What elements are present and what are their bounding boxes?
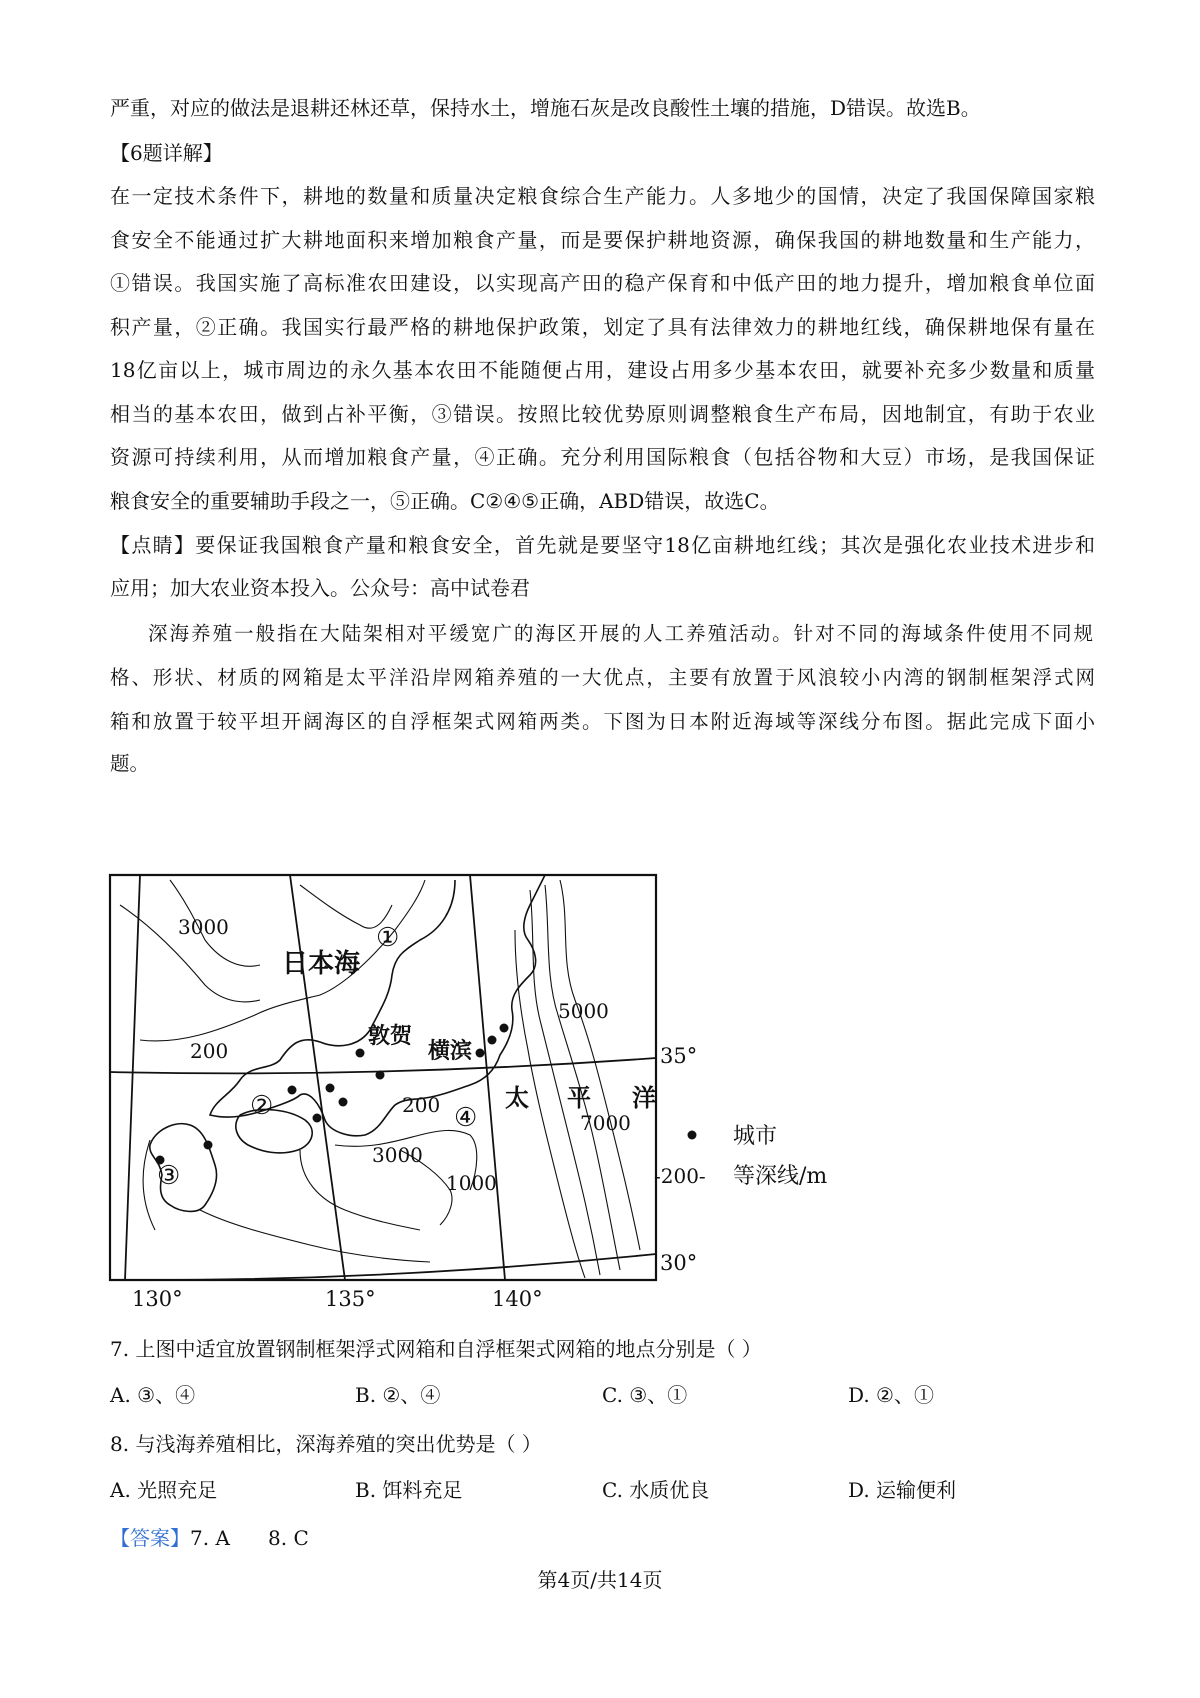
city-dot xyxy=(313,1114,322,1123)
legend-contour-sample: -200- xyxy=(654,1164,706,1188)
stem-line: 题。 xyxy=(110,752,150,775)
city-dot-yokohama xyxy=(476,1049,485,1058)
city-label-tsuruga: 敦贺 xyxy=(368,1023,413,1049)
explanation-line: 相当的基本农田，做到占补平衡，③错误。按照比较优势原则调整粮食生产布局，因地制宜，有助于农业 xyxy=(110,402,1095,426)
answer-text: 7. A 8. C xyxy=(190,1526,309,1550)
q8-option-d[interactable]: D. 运输便利 xyxy=(848,1478,957,1502)
shikoku-coast xyxy=(236,1110,312,1153)
explanation-line: 18亿亩以上，城市周边的永久基本农田不能随便占用，建设占用多少基本农田，就要补充多少数量和质量 xyxy=(110,358,1095,382)
q8-option-a[interactable]: A. 光照充足 xyxy=(110,1478,218,1502)
answer-line xyxy=(110,1526,309,1550)
legend-city-dot xyxy=(688,1131,697,1140)
sea-label-pacific-1: 太 xyxy=(505,1083,529,1112)
key-point-line: 【点睛】要保证我国粮食产量和粮食安全，首先就是要坚守18亿亩耕地红线；其次是强化农业技术进步和 xyxy=(110,533,1095,557)
lon-label-135: 135° xyxy=(325,1287,376,1311)
city-dot xyxy=(288,1086,297,1095)
explanation-line: 粮食安全的重要辅助手段之一，⑤正确。C②④⑤正确，ABD错误，故选C。 xyxy=(110,489,780,513)
contour-label: 5000 xyxy=(558,999,609,1023)
explanation-line: 严重，对应的做法是退耕还林还草，保持水土，增施石灰是改良酸性土壤的措施，D错误。故选B。 xyxy=(110,96,981,120)
q8-option-c[interactable]: C. 水质优良 xyxy=(602,1478,710,1502)
q7-option-a[interactable]: A. ③、④ xyxy=(110,1383,196,1407)
sea-label-pacific-2: 平 xyxy=(567,1083,591,1112)
q7-option-b[interactable]: B. ②、④ xyxy=(355,1383,441,1407)
question-8-stem: 8. 与浅海养殖相比，深海养殖的突出优势是（ ） xyxy=(110,1432,542,1456)
lat-label-30: 30° xyxy=(660,1251,698,1275)
answer-label: 【答案】 xyxy=(110,1526,190,1550)
legend-contour-label: 等深线/m xyxy=(733,1164,828,1189)
sea-label-pacific-3: 洋 xyxy=(632,1083,656,1112)
contour-label: 7000 xyxy=(580,1111,631,1135)
stem-line: 格、形状、材质的网箱是太平洋沿岸网箱养殖的一大优点，主要有放置于风浪较小内湾的钢制框架浮式网 xyxy=(110,666,1095,689)
lon-label-130: 130° xyxy=(132,1287,183,1311)
lat-label-35: 35° xyxy=(660,1044,698,1068)
city-dot xyxy=(204,1141,213,1150)
q7-option-d[interactable]: D. ②、① xyxy=(848,1383,934,1407)
city-dot-tsuruga xyxy=(356,1049,365,1058)
legend-city-label: 城市 xyxy=(733,1124,778,1149)
contour-label: 3000 xyxy=(372,1143,423,1167)
key-point-line: 应用；加大农业资本投入。公众号：高中试卷君 xyxy=(110,576,530,600)
stem-line: 箱和放置于较平坦开阔海区的自浮框架式网箱两类。下图为日本附近海域等深线分布图。据此完成下面小 xyxy=(110,710,1095,733)
explanation-line: 资源可持续利用，从而增加粮食产量，④正确。充分利用国际粮食（包括谷物和大豆）市场，是我国保证 xyxy=(110,445,1095,469)
section-heading: 【6题详解】 xyxy=(110,141,223,165)
stem-line: 深海养殖一般指在大陆架相对平缓宽广的海区开展的人工养殖活动。针对不同的海域条件使用不同规 xyxy=(148,622,1093,645)
contour-7000 xyxy=(560,880,640,1250)
sea-label-japan-sea: 日本海 xyxy=(282,949,361,979)
point-3: ③ xyxy=(157,1161,181,1191)
point-4: ④ xyxy=(454,1103,478,1133)
lon-label-140: 140° xyxy=(492,1287,543,1311)
explanation-line: 食安全不能通过扩大耕地面积来增加粮食产量，而是要保护耕地资源，确保我国的耕地数量和生产能力， xyxy=(110,228,1095,252)
point-2: ② xyxy=(250,1091,274,1121)
q7-option-c[interactable]: C. ③、① xyxy=(602,1383,688,1407)
city-dot xyxy=(488,1036,497,1045)
meridian-135 xyxy=(290,875,345,1280)
contour-label: 200 xyxy=(402,1093,441,1117)
explanation-line: 积产量，②正确。我国实行最严格的耕地保护政策，划定了具有法律效力的耕地红线，确保耕地保有量在 xyxy=(110,315,1095,339)
contour-5000 xyxy=(545,885,620,1270)
contour-label: 3000 xyxy=(178,915,229,939)
question-7-stem: 7. 上图中适宜放置钢制框架浮式网箱和自浮框架式网箱的地点分别是（ ） xyxy=(110,1337,762,1361)
q8-option-b[interactable]: B. 饵料充足 xyxy=(355,1478,463,1502)
page-footer: 第4页/共14页 xyxy=(537,1568,663,1592)
explanation-line: ①错误。我国实施了高标准农田建设，以实现高产田的稳产保育和中低产田的地力提升，增加粮食单位面 xyxy=(110,271,1095,295)
meridian-140 xyxy=(470,875,505,1280)
city-label-yokohama: 横滨 xyxy=(428,1038,473,1064)
contour-label: 1000 xyxy=(446,1171,497,1195)
city-dot xyxy=(376,1071,385,1080)
point-1: ① xyxy=(376,923,400,953)
city-dot xyxy=(339,1098,348,1107)
city-dot xyxy=(500,1024,509,1033)
explanation-line: 在一定技术条件下，耕地的数量和质量决定粮食综合生产能力。人多地少的国情，决定了我国保障国家粮 xyxy=(110,184,1095,208)
contour-label: 200 xyxy=(190,1039,229,1063)
city-dot xyxy=(326,1084,335,1093)
meridian-130 xyxy=(125,875,140,1280)
